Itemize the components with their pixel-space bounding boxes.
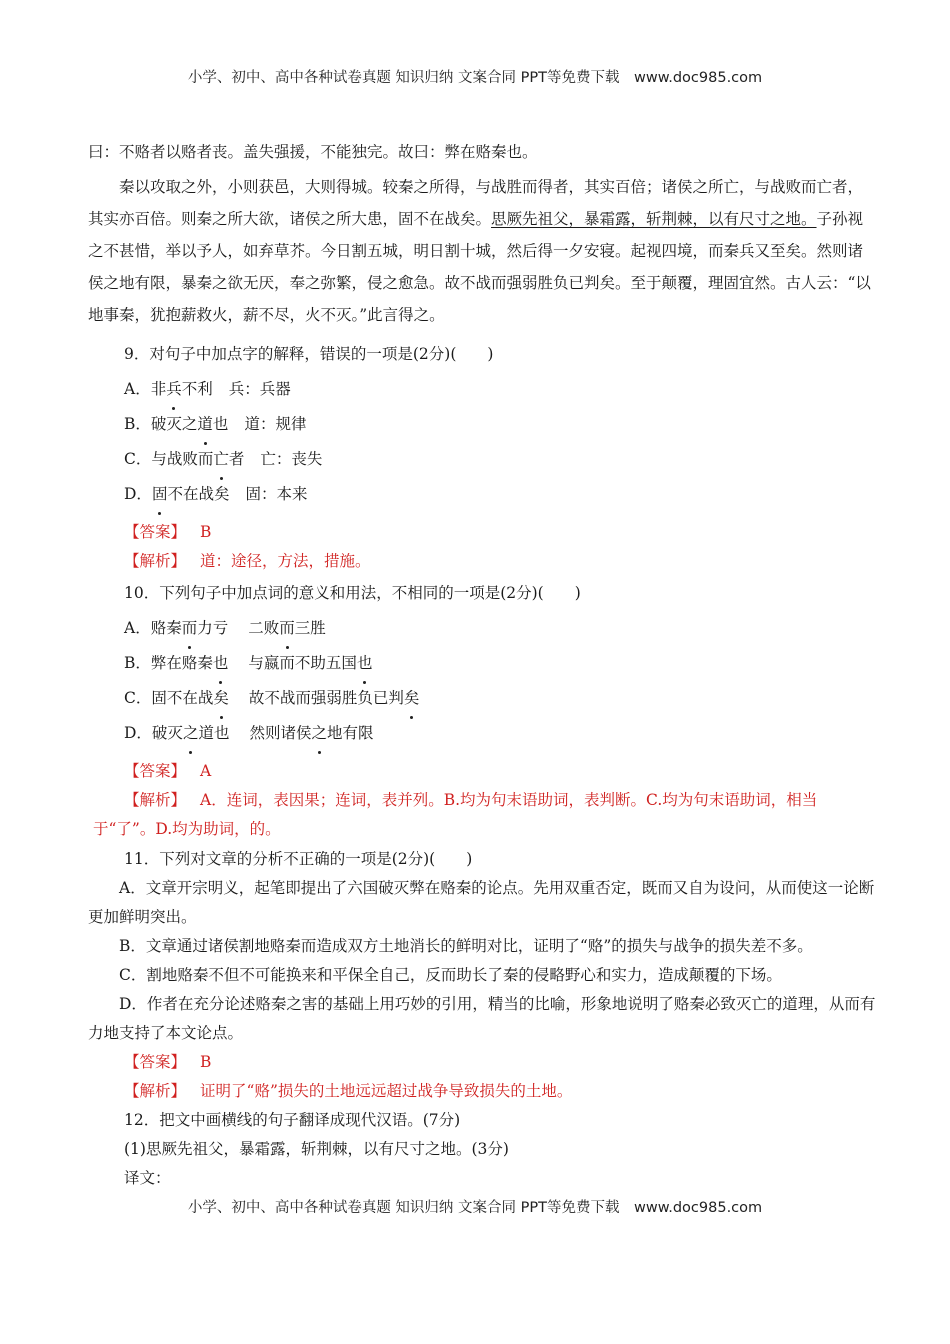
- q11-option-c: C．割地赂秦不但不可能换来和平保全自己，反而助长了秦的侵略野心和实力，造成颠覆的下场。: [119, 966, 782, 984]
- q9-option-a: A．非兵不利 兵：兵器: [88, 372, 878, 407]
- q9-option-b: B．破灭之道也 道：规律: [88, 407, 878, 442]
- q10-stem: 10．下列句子中加点词的意义和用法，不相同的一项是(2分)( ): [124, 584, 581, 602]
- q10-option-b: B．弊在赂秦也 与嬴而不助五国也: [88, 646, 878, 681]
- dotted-char: 道: [197, 407, 213, 442]
- q11-option-d: D．作者在充分论述赂秦之害的基础上用巧妙的引用，精当的比喻，形象地说明了赂秦必致灭亡的道理，从而有力地支持了本文论点。: [88, 995, 876, 1042]
- passage-text-c: 子孙视之不甚惜，举以予人，如弃草芥。今日割五城，明日割十城，然后得一夕安寝。起视四境，而秦兵又至矣。然则诸侯之地有限，暴秦之欲无厌，奉之弥繁，侵之愈急。故不战而强弱胜负已判矣。至于颠覆，理固宜然。古人云：“以地事秦，犹抱薪救火，薪不尽，火不灭。”此言得之。: [88, 210, 871, 324]
- q11-answer: 【答案】 B: [124, 1053, 212, 1071]
- dotted-char: 兵: [166, 372, 182, 407]
- q9-option-d: D．固不在战矣 固：本来: [88, 477, 878, 512]
- q11-option-b: B．文章通过诸侯割地赂秦而造成双方土地消长的鲜明对比，证明了“赂”的损失与战争的损失差不多。: [119, 937, 813, 955]
- page-footer: 小学、初中、高中各种试卷真题 知识归纳 文案合同 PPT等免费下载 www.doc985.com: [187, 1200, 763, 1216]
- passage-text-a: 秦以攻取之外，小则获邑，大则得城。较秦之所得，与战胜而得者，其实百倍；诸侯之所亡，与战败而亡者，其实亦百倍。则秦之所大欲，诸侯之所大患，固不在战矣。: [88, 178, 864, 228]
- page-header: 小学、初中、高中各种试卷真题 知识归纳 文案合同 PPT等免费下载 www.doc985.com: [187, 70, 763, 86]
- q9-answer: 【答案】 B: [124, 523, 212, 541]
- q9-option-c: C．与战败而亡者 亡：丧失: [88, 442, 878, 477]
- dotted-char: 固: [152, 477, 168, 512]
- document-body: [88, 136, 878, 1193]
- q11-analysis: 【解析】 证明了“赂”损失的土地远远超过战争导致损失的土地。: [124, 1082, 573, 1100]
- q10-option-a: A．赂秦而力亏 二败而三胜: [88, 611, 878, 646]
- passage-paragraph-1: 曰：不赂者以赂者丧。盖失强援，不能独完。故曰：弊在赂秦也。: [88, 143, 538, 161]
- q12-sub1: (1)思厥先祖父，暴霜露，斩荆棘，以有尺寸之地。(3分): [124, 1140, 509, 1158]
- passage-paragraph-2: [88, 171, 878, 331]
- q9-stem: 9．对句子中加点字的解释，错误的一项是(2分)( ): [124, 345, 494, 363]
- dotted-char: 亡: [213, 442, 229, 477]
- q10-option-c: C．固不在战矣 故不战而强弱胜负已判矣: [88, 681, 878, 716]
- q11-option-a: A．文章开宗明义，起笔即提出了六国破灭弊在赂秦的论点。先用双重否定，既而又自为设问，从而使这一论断更加鲜明突出。: [88, 879, 875, 926]
- q11-stem: 11．下列对文章的分析不正确的一项是(2分)( ): [124, 850, 473, 868]
- underlined-sentence: 思厥先祖父，暴霜露，斩荆棘，以有尺寸之地。: [491, 210, 817, 228]
- q9-analysis: 【解析】 道：途径，方法，措施。: [124, 552, 371, 570]
- q10-answer: 【答案】 A: [124, 762, 212, 780]
- q10-option-d: D．破灭之道也 然则诸侯之地有限: [88, 716, 878, 751]
- translation-label: 译文：: [124, 1169, 171, 1187]
- q10-analysis: 【解析】 A．连词，表因果；连词，表并列。B.均为句末语助词，表判断。C.均为句末语助词，相当于“了”。D.均为助词，的。: [93, 791, 818, 838]
- q12-stem: 12．把文中画横线的句子翻译成现代汉语。(7分): [124, 1111, 461, 1129]
